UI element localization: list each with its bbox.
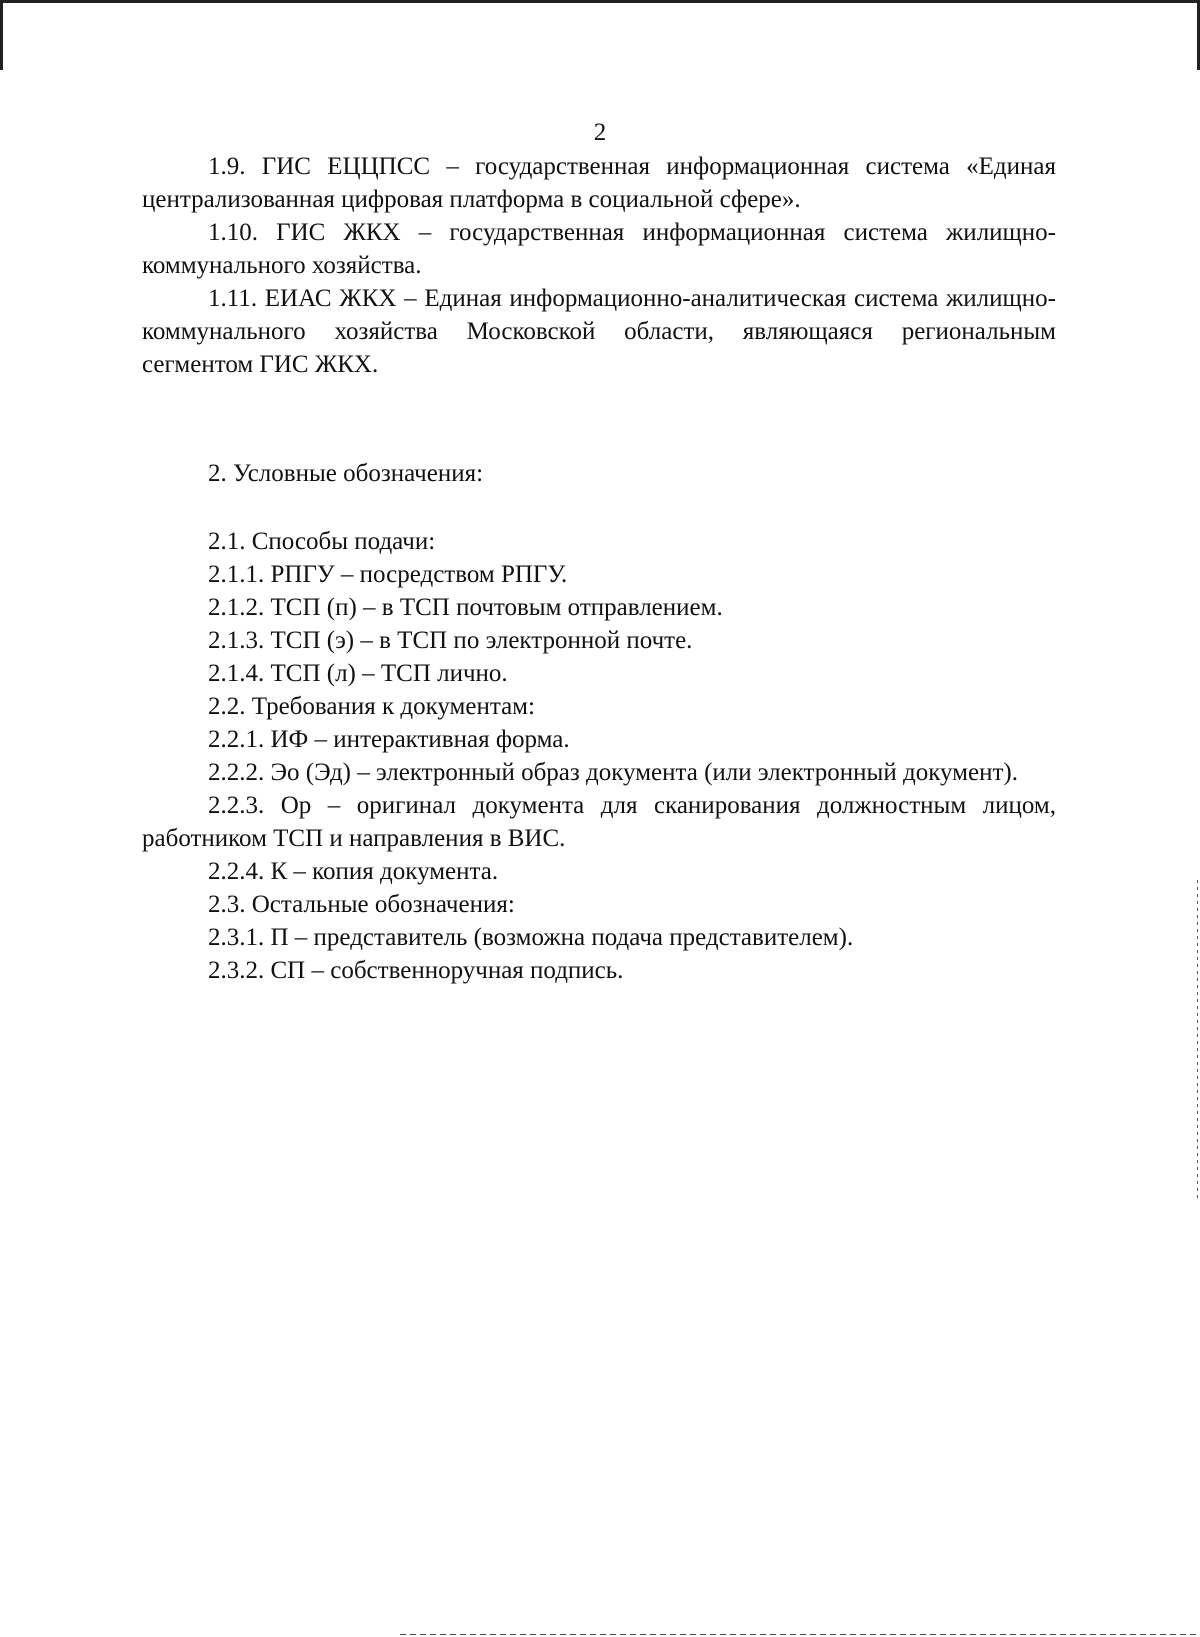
page-number: 2 [593,119,607,146]
legend-item: 2.3.1. П – представитель (возможна подача представителем). [208,924,854,951]
legend-item: 2.1.3. ТСП (э) – в ТСП по электронной почте. [208,627,693,654]
definition-1-11: 1.11. ЕИАС ЖКХ – Единая информационно-аналитическая система жилищно-коммунального хозяйства Московской области, являющаяся региональным сегментом ГИС ЖКХ. [142,285,1056,378]
legend-item: 2.2.2. Эо (Эд) – электронный образ документа (или электронный документ). [208,759,1018,786]
legend-item: 2.2.4. К – копия документа. [208,858,499,885]
scan-edge-bottom [400,1634,1200,1635]
legend-item: 2.2. Требования к документам: [208,693,535,720]
scan-edge-right [1197,880,1198,1200]
legend-item: 2.1. Способы подачи: [208,528,436,555]
definitions-section [142,150,1056,381]
legend-item: 2.2.3. Ор – оригинал документа для сканирования должностным лицом, работником ТСП и направления в ВИС. [142,792,1056,852]
scan-edge-top [0,0,1200,3]
legend-item: 2.1.1. РПГУ – посредством РПГУ. [208,561,568,588]
legend-item: 2.3. Остальные обозначения: [208,891,515,918]
scan-edge-top-left [0,0,3,70]
legend-item: 2.2.1. ИФ – интерактивная форма. [208,726,570,753]
section-heading-block [142,457,1056,490]
legend-item: 2.3.2. СП – собственноручная подпись. [208,957,624,984]
definition-1-9: 1.9. ГИС ЕЦЦПСС – государственная информационная система «Единая централизованная цифровая платформа в социальной сфере». [142,153,1056,213]
section-heading: 2. Условные обозначения: [208,460,484,487]
legend-item: 2.1.4. ТСП (л) – ТСП лично. [208,660,508,687]
legend-section [142,525,1056,987]
legend-item: 2.1.2. ТСП (п) – в ТСП почтовым отправлением. [208,594,723,621]
definition-1-10: 1.10. ГИС ЖКХ – государственная информационная система жилищно-коммунального хозяйства. [142,219,1056,279]
